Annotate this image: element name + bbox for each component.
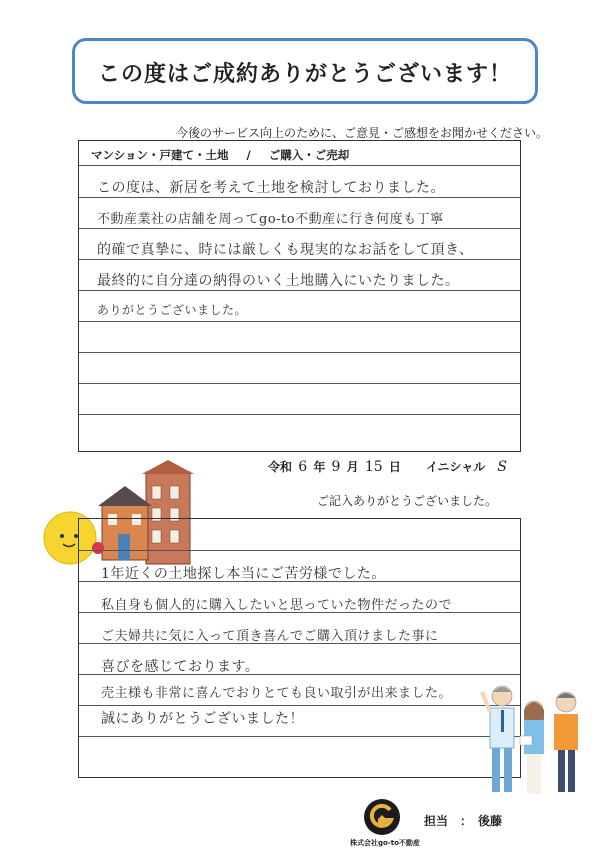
customer-comment-line: この度は、新居を考えて土地を検討しておりました。: [97, 180, 445, 196]
customer-comment-line: ありがとうございました。: [97, 303, 248, 317]
initial-value: S: [497, 459, 507, 475]
category-row: [91, 147, 363, 163]
staff-comment-sheet: [78, 518, 521, 778]
title-box: [72, 38, 538, 104]
date-day-unit: 日: [388, 460, 401, 474]
customer-comment-line: 的確で真摯に、時には厳しくも現実的なお話をして頂き、: [97, 242, 474, 258]
company-name: 株式会社go-to不動産: [350, 839, 420, 847]
customer-comment-line: 不動産業社の店舗を周ってgo-to不動産に行き何度も丁寧: [97, 212, 444, 227]
staff-comment-line: ご夫婦共に気に入って頂き喜んでご購入頂けました事に: [101, 629, 439, 644]
category-separator: /: [246, 148, 251, 162]
staff-in-charge: 担当 ： 後藤: [424, 814, 503, 828]
date-day: 15: [364, 459, 383, 475]
property-type-options: マンション・戸建て・土地: [91, 148, 229, 162]
date-year-unit: 年: [313, 460, 326, 474]
transaction-type-options: ご購入・ご売却: [268, 148, 350, 162]
staff-comment-line: 売主様も非常に喜んでおりとても良い取引が出来ました。: [101, 686, 453, 701]
thanks-message: ご記入ありがとうございました。: [317, 494, 498, 508]
date-month: 9: [331, 459, 341, 475]
date-row: [268, 458, 509, 475]
date-month-unit: 月: [346, 460, 359, 474]
survey-intro: 今後のサービス向上のために、ご意見・ご感想をお聞かせください。: [176, 126, 549, 140]
page-title: この度はご成約ありがとうございます！: [97, 62, 512, 87]
customer-comment-line: 最終的に自分達の納得のいく土地購入にいたりました。: [97, 273, 460, 289]
staff-comment-line: 私自身も個人的に購入したいと思っていた物件だったので: [101, 598, 453, 613]
date-year: 6: [298, 459, 308, 475]
customer-feedback-sheet: [78, 140, 521, 452]
company-logo-icon: [363, 798, 401, 836]
staff-people-illustration: [480, 680, 590, 800]
staff-comment-line: 1年近くの土地探し本当にご苦労様でした。: [101, 566, 386, 582]
staff-comment-line: 喜びを感じております。: [101, 659, 260, 675]
initial-label: イニシャル: [425, 460, 486, 474]
staff-comment-line: 誠にありがとうございました！: [101, 711, 304, 727]
date-era: 令和: [268, 460, 293, 474]
